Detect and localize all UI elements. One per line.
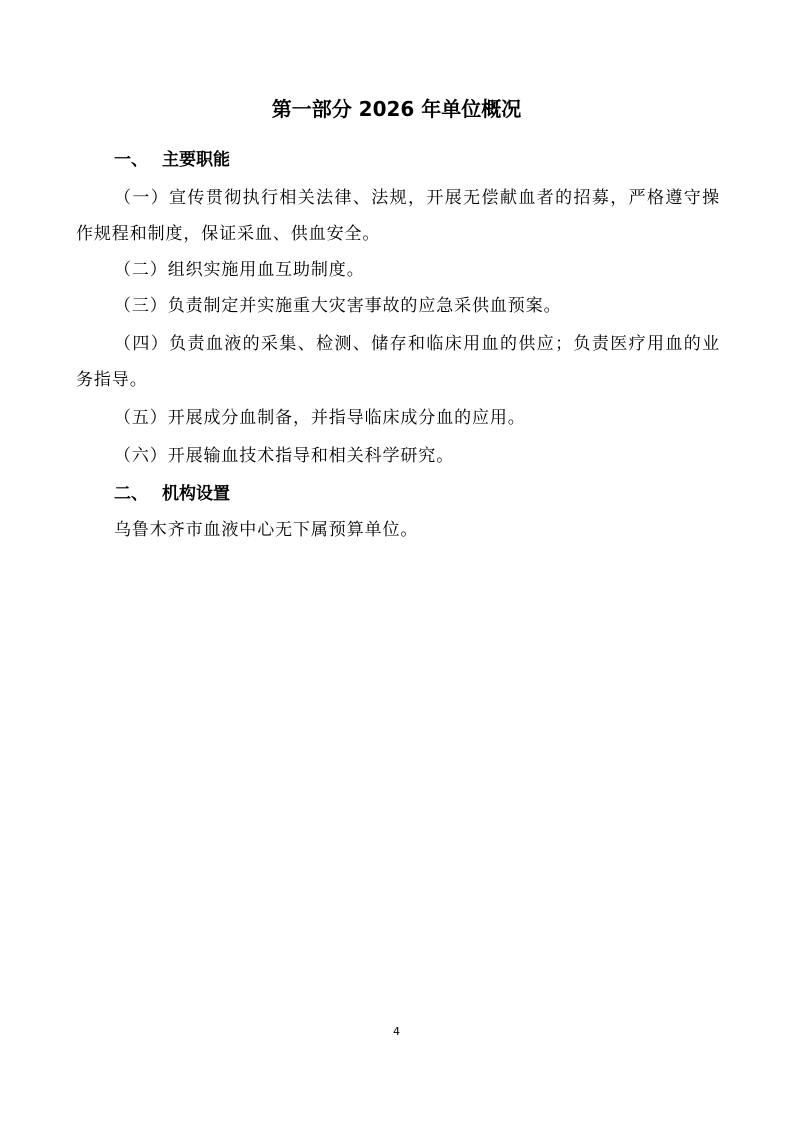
paragraph-organization: 乌鲁木齐市血液中心无下属预算单位。 bbox=[114, 520, 419, 540]
page-number: 4 bbox=[393, 1025, 400, 1038]
section-number: 一、 bbox=[114, 150, 148, 170]
paragraph-function-6: （六）开展输血技术指导和相关科学研究。 bbox=[114, 446, 455, 466]
section-heading-organization bbox=[114, 481, 230, 507]
section-heading-functions bbox=[114, 147, 230, 173]
paragraph-function-3: （三）负责制定并实施重大灾害事故的应急采供血预案。 bbox=[114, 296, 562, 316]
section-title: 主要职能 bbox=[162, 150, 230, 170]
paragraph-function-2: （二）组织实施用血互助制度。 bbox=[114, 260, 365, 280]
page-title: 第一部分 2026 年单位概况 bbox=[271, 97, 522, 121]
section-title: 机构设置 bbox=[162, 484, 230, 504]
paragraph-function-1: （一）宣传贯彻执行相关法律、法规，开展无偿献血者的招募，严格遵守操作规程和制度，保证采血、供血安全。 bbox=[76, 188, 720, 244]
paragraph-function-5: （五）开展成分血制备，并指导临床成分血的应用。 bbox=[114, 408, 526, 428]
section-number: 二、 bbox=[114, 484, 148, 504]
paragraph-function-4: （四）负责血液的采集、检测、储存和临床用血的供应；负责医疗用血的业务指导。 bbox=[76, 334, 720, 390]
